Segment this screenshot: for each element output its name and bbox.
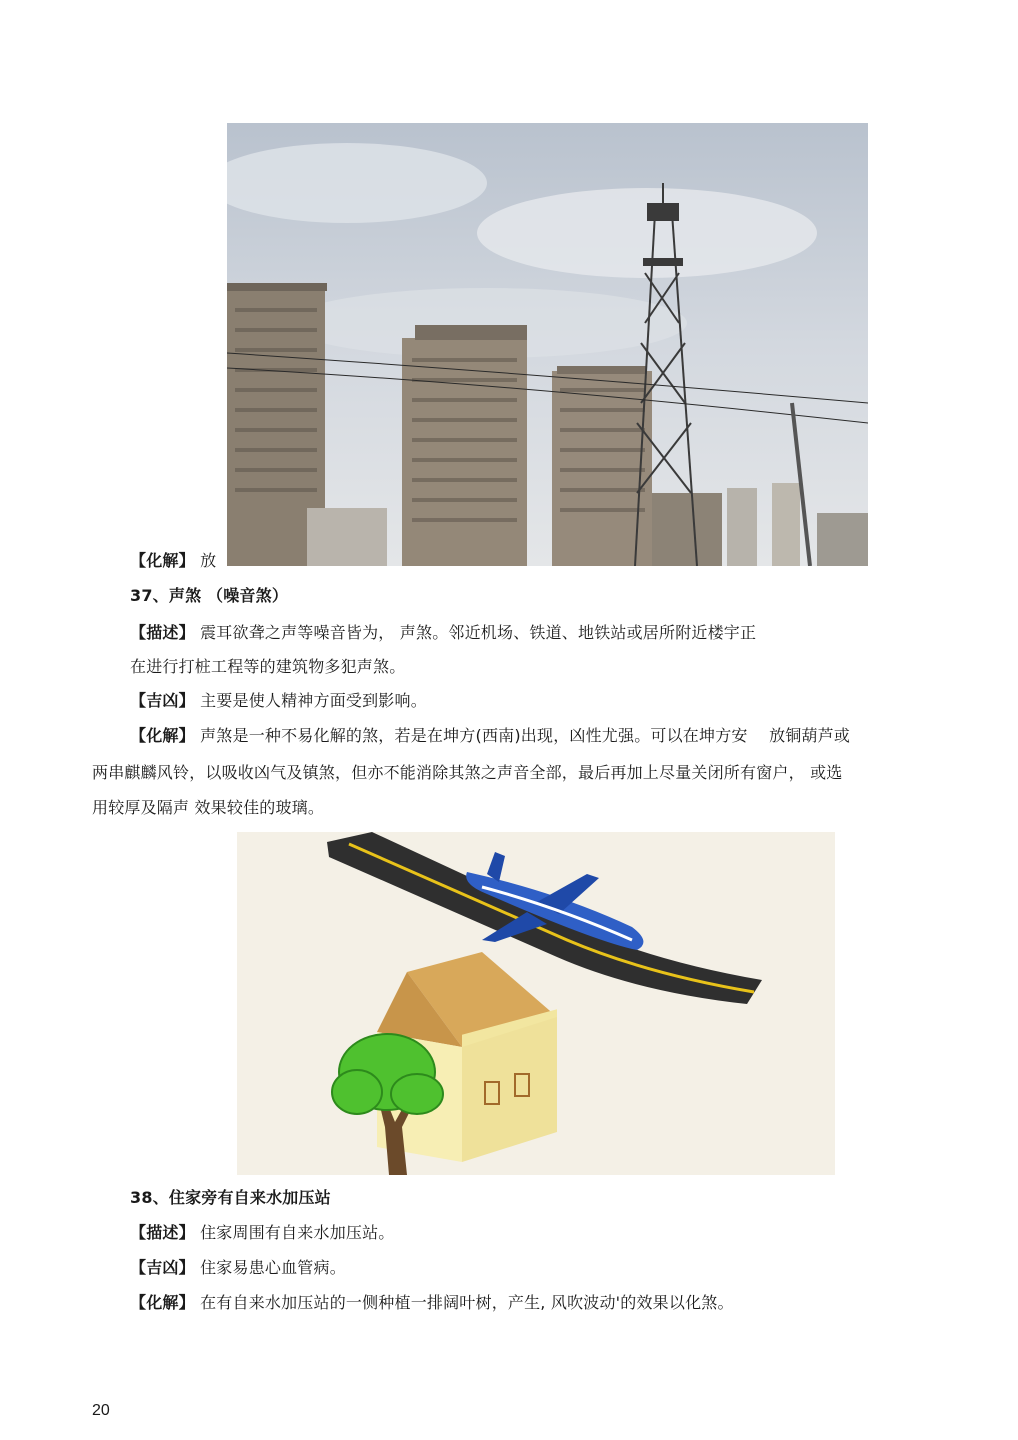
s37-fortune-line [130,691,427,711]
s38-resolution-line [130,1293,734,1313]
resolution-text: 在有自来水加压站的一侧种植一排阔叶树，产生, 风吹波动'的效果以化煞。 [200,1293,734,1312]
section-37-title: 37、声煞 （噪音煞） [130,586,289,605]
s37-desc-line1 [130,623,756,643]
prev-resolution-line [130,551,216,571]
resolution-label: 【化解】 [130,1293,195,1312]
s37-resolution-line1 [130,726,850,746]
desc-label: 【描述】 [130,1223,195,1242]
s38-fortune-line [130,1258,346,1278]
airplane-house-illustration [237,832,835,1175]
s37-resolution-line3: 用较厚及隔声 效果较佳的玻璃。 [92,798,325,817]
resolution-text: 放 [200,551,217,570]
fortune-text: 主要是使人精神方面受到影响。 [200,691,427,710]
s37-desc-line2: 在进行打桩工程等的建筑物多犯声煞。 [130,657,406,676]
desc-text: 住家周围有自来水加压站。 [200,1223,395,1242]
fortune-label: 【吉凶】 [130,1258,195,1277]
fortune-text: 住家易患心血管病。 [200,1258,346,1277]
s37-resolution-line2: 两串麒麟风铃，以吸收凶气及镇煞，但亦不能消除其煞之声音全部，最后再加上尽量关闭所有窗户， 或选 [92,763,843,782]
section-38-title: 38、住家旁有自来水加压站 [130,1188,331,1207]
resolution-text: 声煞是一种不易化解的煞，若是在坤方(西南)出现，凶性尤强。可以在坤方安 放铜葫芦或 [200,726,851,745]
fortune-label: 【吉凶】 [130,691,195,710]
desc-label: 【描述】 [130,623,195,642]
page-number: 20 [92,1402,110,1419]
buildings-tower-photo [227,123,868,566]
resolution-label: 【化解】 [130,726,195,745]
s38-desc-line [130,1223,395,1243]
desc-text: 震耳欲聋之声等噪音皆为， 声煞。邻近机场、铁道、地铁站或居所附近楼宇正 [200,623,757,642]
resolution-label: 【化解】 [130,551,195,570]
